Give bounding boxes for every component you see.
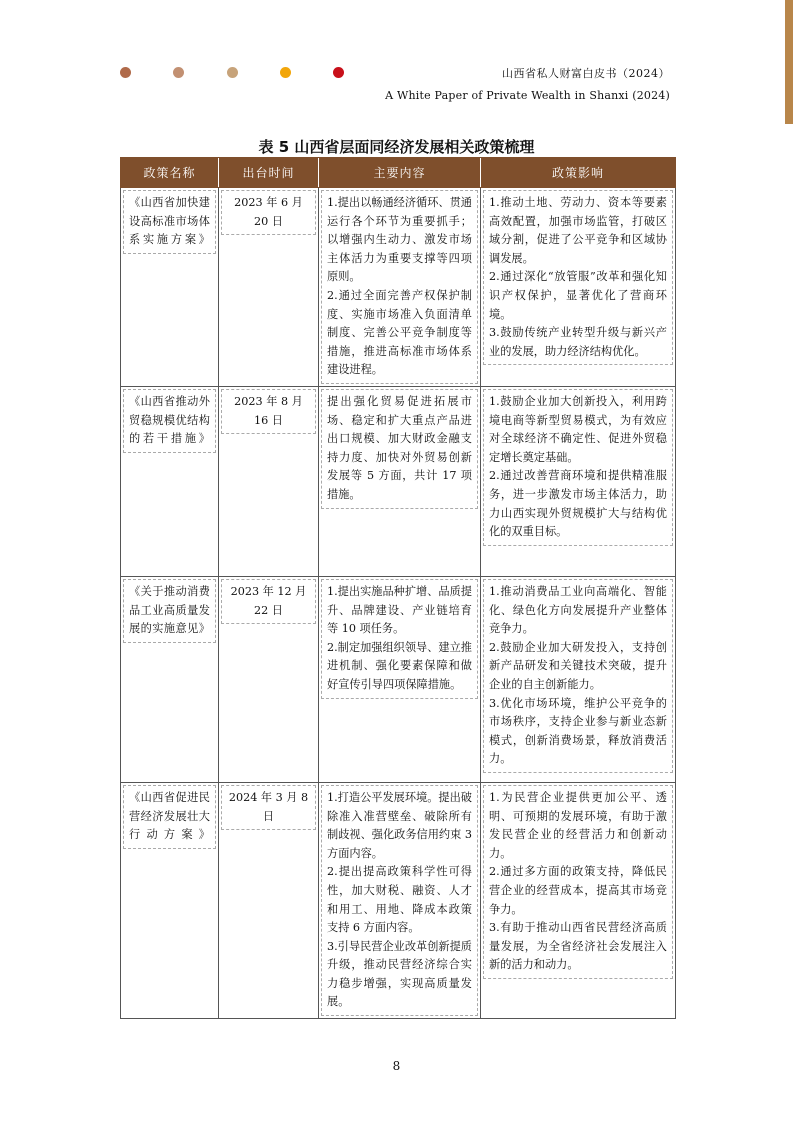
page-number: 8: [392, 1059, 401, 1073]
policy-date: 2024 年 3 月 8 日: [228, 790, 309, 823]
impact-item: 2.通过深化“放管服”改革和强化知识产权保护，显著优化了营商环境。: [489, 270, 667, 321]
policy-name: 《山西省推动外贸稳规模优结构的若干措施》: [129, 394, 210, 446]
content-item: 2.通过全面完善产权保护制度、实施市场准入负面清单制度、完善公平竞争制度等措施，推进高标准市场体系建设进程。: [327, 288, 472, 377]
table-title: 表 5 山西省层面同经济发展相关政策梳理: [258, 138, 535, 156]
column-header-content: 主要内容: [319, 158, 481, 188]
policy-impact-cell: [483, 579, 673, 773]
impact-item: 3.鼓励传统产业转型升级与新兴产业的发展，助力经济结构优化。: [489, 326, 667, 358]
table-row: [121, 782, 676, 1018]
column-header-date: 出台时间: [219, 158, 319, 188]
policy-impact-cell: [483, 389, 673, 546]
table-row: [121, 386, 676, 576]
content-item: 1.提出以畅通经济循环、贯通运行各个环节为重要抓手；以增强内生动力、激发市场主体活力为重要支撑等四项原则。: [327, 196, 472, 284]
policy-name: 《关于推动消费品工业高质量发展的实施意见》: [129, 584, 210, 636]
policy-name-cell: [123, 389, 216, 453]
policy-impact-cell: [483, 785, 673, 979]
policy-date-cell: [221, 785, 316, 830]
policy-date: 2023 年 8 月 16 日: [234, 394, 303, 427]
policy-name-cell: [123, 190, 216, 254]
policy-date: 2023 年 6 月 20 日: [234, 196, 303, 228]
table-header-row: [121, 158, 676, 188]
policy-content-cell: [321, 785, 478, 1016]
column-header-impact: 政策影响: [481, 158, 676, 188]
policy-date: 2023 年 12 月 22 日: [230, 584, 307, 617]
impact-item: 2.鼓励企业加大研发投入，支持创新产品研发和关键技术突破，提升企业的自主创新能力。: [489, 640, 667, 691]
side-accent-bar: [785, 0, 793, 124]
impact-item: 3.有助于推动山西省民营经济高质量发展，为全省经济社会发展注入新的活力和动力。: [489, 921, 667, 972]
policy-content-cell: [321, 389, 478, 509]
content-item: 2.制定加强组织领导、建立推进机制、强化要素保障和做好宣传引导四项保障措施。: [327, 640, 472, 691]
header-title-en: A White Paper of Private Wealth in Shanxi (2024): [385, 89, 670, 102]
dot-5: [333, 67, 344, 78]
policy-table: [120, 157, 676, 1019]
content-item: 1.提出实施品种扩增、品质提升、品牌建设、产业链培育等 10 项任务。: [327, 584, 472, 636]
dot-2: [173, 67, 184, 78]
impact-item: 2.通过改善营商环境和提供精准服务，进一步激发市场主体活力，助力山西实现外贸规模扩大与结构优化的双重目标。: [489, 469, 667, 539]
column-header-name: 政策名称: [121, 158, 219, 188]
policy-impact-cell: [483, 190, 673, 365]
impact-item: 1.为民营企业提供更加公平、透明、可预期的发展环境，有助于激发民营企业的经营活力和创新动力。: [489, 790, 667, 860]
dot-4: [280, 67, 291, 78]
impact-item: 2.通过多方面的政策支持，降低民营企业的经营成本，提高其市场竞争力。: [489, 865, 667, 916]
policy-date-cell: [221, 579, 316, 624]
policy-name: 《山西省促进民营经济发展壮大行动方案》: [129, 790, 210, 842]
policy-content-cell: [321, 579, 478, 699]
dot-1: [120, 67, 131, 78]
impact-item: 1.推动土地、劳动力、资本等要素高效配置，加强市场监管，打破区域分割，促进了公平竞争和区域协调发展。: [489, 196, 667, 265]
policy-name: 《山西省加快建设高标准市场体系实施方案》: [129, 196, 210, 247]
table-row: [121, 188, 676, 387]
policy-content-cell: [321, 190, 478, 384]
content-item: 2.提出提高政策科学性可得性，加大财税、融资、人才和用工、用地、降成本政策支持 6 方面内容。: [327, 865, 472, 935]
policy-date-cell: [221, 190, 316, 235]
impact-item: 1.鼓励企业加大创新投入，利用跨境电商等新型贸易模式，为有效应对全球经济不确定性、促进外贸稳定增长奠定基础。: [489, 394, 667, 464]
policy-name-cell: [123, 785, 216, 849]
policy-date-cell: [221, 389, 316, 434]
header-title-cn: 山西省私人财富白皮书（2024）: [502, 67, 670, 80]
dot-3: [227, 67, 238, 78]
impact-item: 3.优化市场环境，维护公平竞争的市场秩序，支持企业参与新业态新模式，创新消费场景，释放消费活力。: [489, 696, 667, 766]
table-row: [121, 576, 676, 782]
content-item: 1.打造公平发展环境。提出破除准入准营壁垒、破除所有制歧视、强化政务信用约束 3 方面内容。: [327, 790, 472, 860]
policy-name-cell: [123, 579, 216, 643]
content-item: 提出强化贸易促进拓展市场、稳定和扩大重点产品进出口规模、加大财政金融支持力度、加快对外贸易创新发展等 5 方面，共计 17 项措施。: [327, 394, 472, 501]
impact-item: 1.推动消费品工业向高端化、智能化、绿色化方向发展提升产业整体竞争力。: [489, 584, 667, 636]
content-item: 3.引导民营企业改革创新提质升级，推动民营经济综合实力稳步增强，实现高质量发展。: [327, 939, 472, 1009]
